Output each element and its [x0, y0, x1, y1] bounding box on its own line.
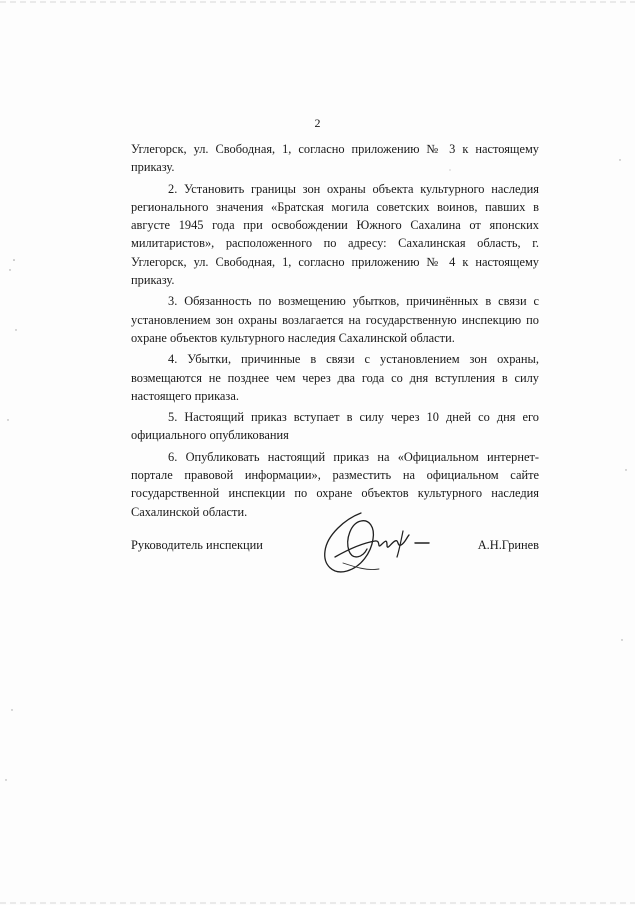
paragraph-6: 6. Опубликовать настоящий приказ на «Официальном интернет-портале правовой информации», разместить на официальном сайте государственной инспекции по охране объектов культурного наследия Сахалинской области.	[131, 449, 539, 519]
paragraph-continuation: Углегорск, ул. Свободная, 1, согласно приложению № 3 к настоящему приказу.	[131, 142, 539, 175]
handwritten-signature	[315, 505, 435, 585]
signatory-name: А.Н.Гринев	[477, 538, 539, 552]
paragraph-4: 4. Убытки, причинные в связи с установлением зон охраны, возмещаются не позднее чем через два года со дня вступления в силу настоящего приказа.	[131, 352, 539, 403]
paragraph-3: 3. Обязанность по возмещению убытков, причинённых в связи с установлением зон охраны возлагается на государственную инспекцию по охране объектов культурного наследия Сахалинской области.	[131, 294, 539, 345]
signatory-position: Руководитель инспекции	[131, 538, 263, 552]
document-body	[131, 140, 539, 524]
paragraph-5: 5. Настоящий приказ вступает в силу через 10 дней со дня его официального опубликования	[131, 410, 539, 443]
paragraph-2: 2. Установить границы зон охраны объекта культурного наследия регионального значения «Братская могила советских воинов, павших в августе 1945 года при освобождении Южного Сахалина от японских милитаристов», расположенного по адресу: Сахалинская область, г. Углегорск, ул. Свободная, 1, согласно приложению № 4 к настоящему приказу.	[131, 181, 539, 288]
page-number: 2	[314, 116, 321, 130]
